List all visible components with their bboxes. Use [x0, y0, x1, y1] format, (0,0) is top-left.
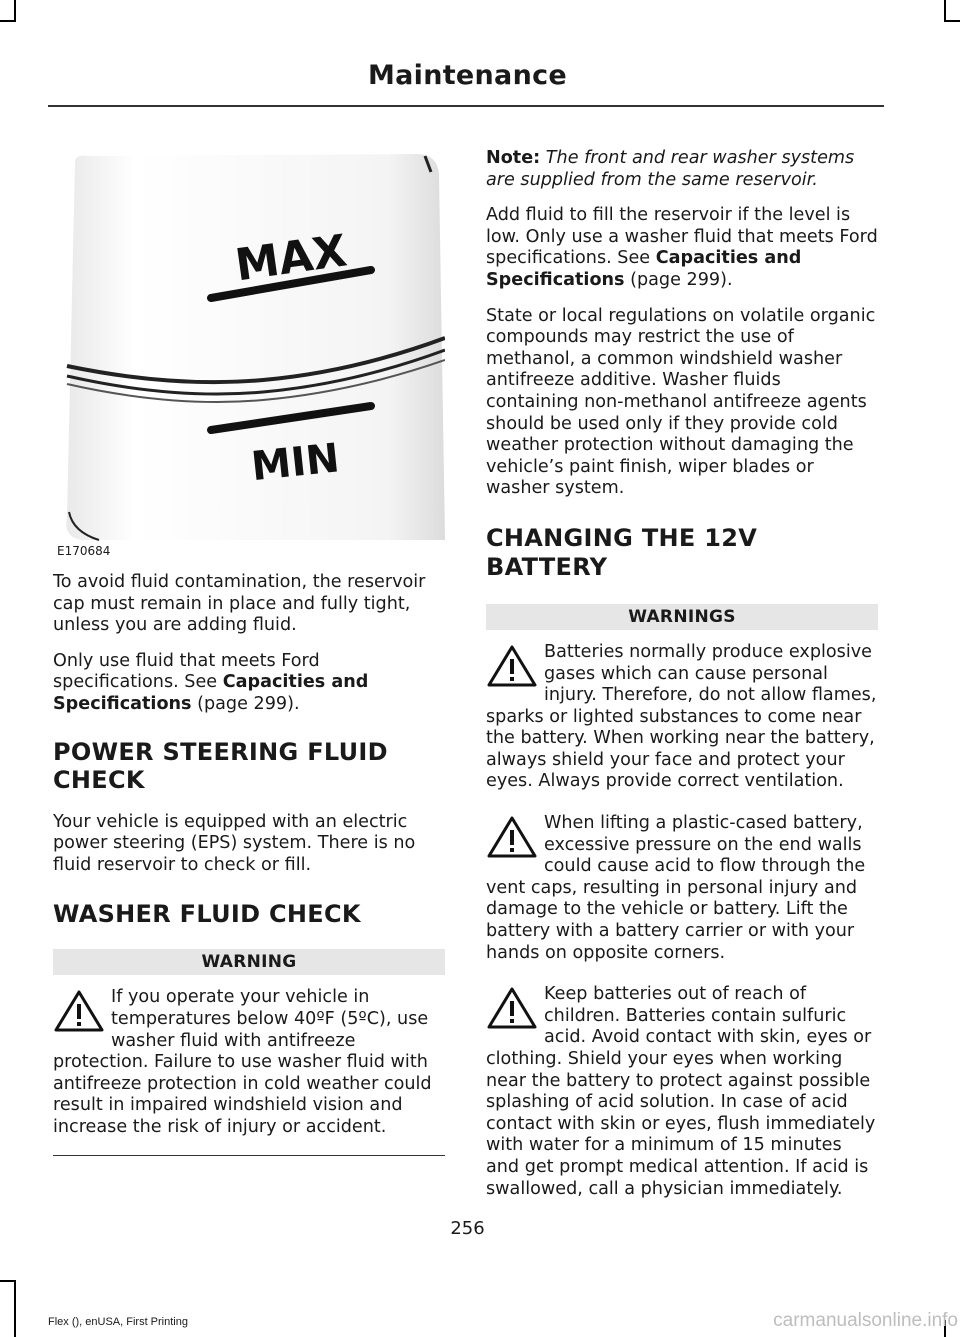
- warning-block: [53, 987, 445, 1155]
- left-column: [53, 148, 445, 1176]
- header-rule: [48, 105, 884, 107]
- note-label: Note:: [486, 148, 541, 168]
- crop-mark: [0, 1280, 16, 1282]
- paragraph-power-steering: Your vehicle is equipped with an electric power steering (EPS) system. There is no fluid reservoir to check or fill.: [53, 811, 416, 875]
- crop-mark: [944, 20, 960, 22]
- warning-block: [486, 813, 878, 964]
- crop-mark: [14, 0, 16, 22]
- capacities-link[interactable]: Capacities and Specifications: [53, 672, 369, 714]
- text: Add fluid to fill the reservoir if the level is low. Only use a washer fluid that meets Ford specifications. See: [486, 205, 878, 269]
- warnings-header: WARNINGS: [486, 604, 878, 630]
- max-label: MAX: [232, 225, 350, 292]
- page-ref: (page 299).: [624, 269, 733, 290]
- text: Only use fluid that meets Ford specifications. See: [53, 650, 320, 693]
- page-header-title: Maintenance: [367, 60, 568, 91]
- note-paragraph: [486, 148, 878, 191]
- crop-mark: [944, 0, 946, 22]
- warning-text: Keep batteries out of reach of children. Batteries contain sulfuric acid. Avoid contact with skin, eyes or clothing. Shield your eyes when working near the battery to protect against possible splashing of acid solution. In case of acid contact with skin or eyes, flush immediately with water for a minimum of 15 minutes and get prompt medical attention. If acid is swallowed, call a physician immediately.: [486, 984, 876, 1199]
- heading-washer-fluid: WASHER FLUID CHECK: [53, 900, 361, 929]
- warning-triangle-icon: [486, 986, 538, 1030]
- crop-mark: [0, 20, 16, 22]
- min-label: MIN: [249, 435, 342, 491]
- warning-triangle-icon: [53, 989, 105, 1033]
- watermark: carmanualsonline.info: [773, 1310, 958, 1331]
- warning-text: Batteries normally produce explosive gases which can cause personal injury. Therefore, do not allow flames, sparks or lighted substances to come near the battery. When working near the battery, always shield your face and protect your eyes. Always provide correct ventilation.: [486, 641, 877, 792]
- warning-rule: [53, 1155, 445, 1156]
- figure-id: E170684: [57, 544, 111, 558]
- footer-text: Flex (), enUSA, First Printing: [48, 1316, 188, 1328]
- warning-block: [486, 642, 878, 793]
- reservoir-figure: [53, 148, 445, 558]
- heading-changing-battery: CHANGING THE 12V BATTERY: [486, 523, 758, 581]
- heading-power-steering: POWER STEERING FLUID CHECK: [53, 737, 388, 794]
- reservoir-illustration: [53, 148, 445, 558]
- page-number: 256: [450, 1218, 485, 1239]
- page-ref: (page 299).: [191, 693, 300, 714]
- paragraph-add-fluid: [486, 205, 878, 291]
- capacities-link[interactable]: Capacities and Specifications: [486, 248, 802, 290]
- warning-triangle-icon: [486, 815, 538, 859]
- paragraph-reservoir-cap: To avoid fluid contamination, the reservoir cap must remain in place and fully tight, unless you are adding fluid.: [53, 572, 426, 636]
- paragraph-regulations: State or local regulations on volatile organic compounds may restrict the use of methanol, a common windshield washer antifreeze additive. Washer fluids containing non-methanol antifreeze agents should be used only if they provide cold weather protection without damaging the vehicle’s paint finish, wiper blades or washer system.: [486, 305, 876, 499]
- right-column: [486, 148, 878, 1220]
- warning-block: [486, 984, 878, 1200]
- crop-mark: [14, 1280, 16, 1337]
- warning-text: When lifting a plastic-cased battery, excessive pressure on the end walls could cause acid to flow through the vent caps, resulting in personal injury and damage to the vehicle or battery. Lift the battery with a battery carrier or with your hands on opposite corners.: [486, 813, 866, 963]
- note-text: The front and rear washer systems are supplied from the same reservoir.: [486, 148, 855, 190]
- paragraph-fluid-spec: [53, 651, 445, 716]
- warning-header: WARNING: [53, 949, 445, 975]
- warning-triangle-icon: [486, 644, 538, 688]
- warning-text: If you operate your vehicle in temperatures below 40ºF (5ºC), use washer fluid with antifreeze protection. Failure to use washer fluid with antifreeze protection in cold weather could result in impaired windshield vision and increase the risk of injury or accident.: [53, 987, 432, 1137]
